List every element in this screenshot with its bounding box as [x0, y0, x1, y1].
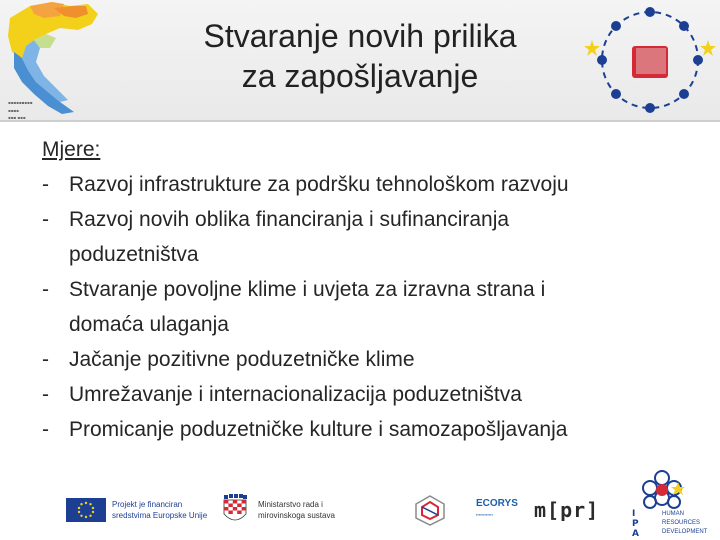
ipa-line: HUMAN [662, 511, 684, 517]
list-item [42, 272, 702, 342]
measures-heading: Mjere: [42, 138, 101, 161]
eu-funding-line: Projekt je financiran [112, 500, 183, 509]
ipa-label [662, 498, 707, 537]
list-item-text: Umrežavanje i internacionalizacija poduzetništva [69, 383, 522, 406]
eu-funding-line: sredstvima Europske Unije [112, 511, 208, 520]
title-line: za zapošljavanje [241, 58, 479, 94]
ecorys-tagline: ▪▪▪▪▪▪▪▪▪▪▪▪ [476, 512, 494, 517]
bullet-dash: - [42, 418, 49, 441]
bullet-dash: - [42, 208, 49, 231]
ministry-line: mirovinskoga sustava [258, 511, 335, 520]
list-item-text: Razvoj infrastrukture za podršku tehnološkom razvoju [69, 173, 569, 196]
bullet-dash: - [42, 278, 49, 301]
list-item [42, 342, 702, 377]
footer-logos [0, 468, 720, 540]
ipa-line: RESOURCES [662, 520, 701, 526]
ministry-line: Ministarstvo rada i [258, 500, 323, 509]
list-item-text: domaća ulaganja [69, 313, 229, 336]
ministry-label [258, 499, 335, 521]
mpr-logo: m[pr] [534, 498, 600, 522]
ipa-line: DEVELOPMENT [662, 529, 708, 535]
list-item [42, 377, 702, 412]
measures-list [42, 167, 702, 447]
ecorys-logo: ECORYS [476, 498, 518, 509]
slide-title [140, 16, 580, 96]
list-item [42, 412, 702, 447]
map-caption: ▪▪▪▪ [8, 108, 19, 113]
slide-header [0, 0, 720, 122]
slide-body [42, 132, 702, 447]
bullet-dash: - [42, 383, 49, 406]
bullet-dash: - [42, 173, 49, 196]
svg-text:I: I [632, 509, 636, 519]
map-caption: ▪▪▪ ▪▪▪ [8, 115, 26, 120]
list-item [42, 167, 702, 202]
header-divider [0, 120, 720, 122]
bullet-dash: - [42, 348, 49, 371]
people-circle-emblem [580, 0, 720, 120]
list-item-text: Promicanje poduzetničke kulture i samozapošljavanja [69, 418, 568, 441]
title-line: Stvaranje novih prilika [203, 18, 517, 54]
svg-text:P: P [632, 519, 639, 529]
list-item [42, 202, 702, 272]
svg-text:A: A [632, 529, 639, 539]
croatian-coat-of-arms-icon [222, 494, 248, 526]
list-item-text: poduzetništva [69, 243, 199, 266]
eu-flag-icon [66, 498, 106, 522]
list-item-text: Stvaranje povoljne klime i uvjeta za izravna strana i [69, 278, 546, 301]
hexagon-logo-icon [410, 494, 450, 526]
map-caption: ▪▪▪▪▪▪▪▪▪ [8, 100, 33, 105]
list-item-text: Jačanje pozitivne poduzetničke klime [69, 348, 415, 371]
eu-funding-label [112, 499, 207, 521]
list-item-text: Razvoj novih oblika financiranja i sufinanciranja [69, 208, 510, 231]
